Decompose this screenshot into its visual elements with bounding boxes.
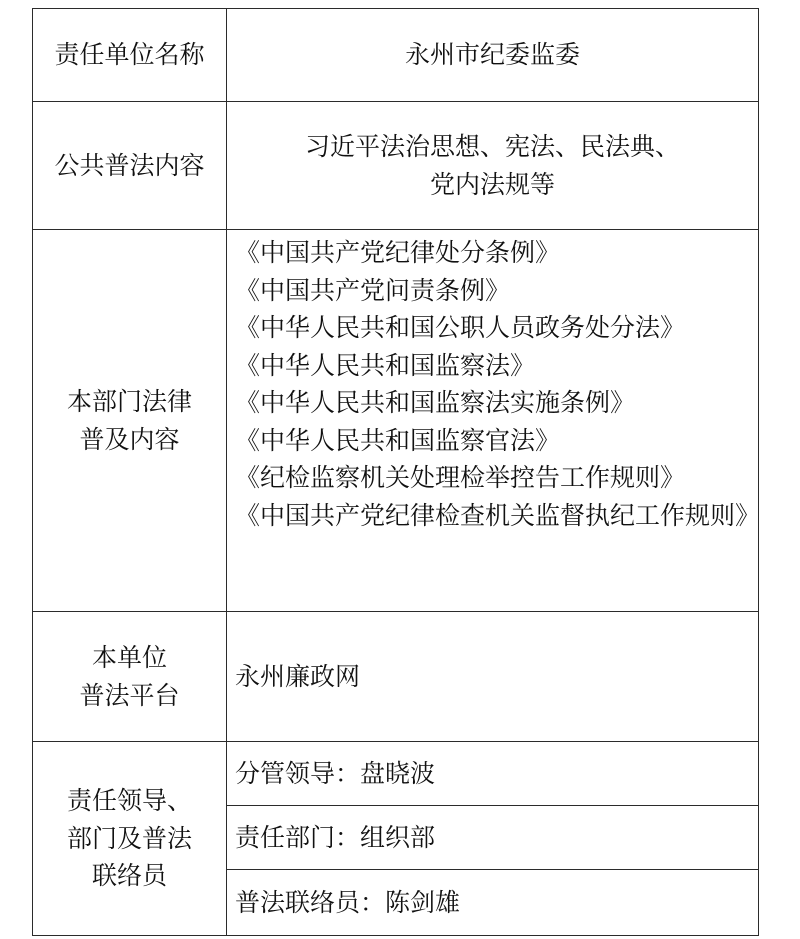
law-item: 《中华人民共和国公职人员政务处分法》 <box>235 313 686 342</box>
law-item: 《中华人民共和国监察法》 <box>235 350 536 380</box>
value-department <box>227 806 759 870</box>
law-item: 《中国共产党纪律处分条例》 <box>235 238 561 267</box>
row-responsible-leader <box>33 742 759 806</box>
law-item: 《纪检监察机关处理检举控告工作规则》 <box>235 463 686 492</box>
law-item: 《中国共产党纪律检查机关监督执纪工作规则》 <box>235 500 761 530</box>
value-leader <box>227 742 759 806</box>
law-item: 《中国共产党问责条例》 <box>235 275 511 305</box>
public-content-line-2: 党内法规等 <box>429 169 555 199</box>
label-unit-name-text: 责任单位名称 <box>54 40 205 70</box>
label-dept-content <box>33 230 227 612</box>
public-content-line-1: 习近平法治思想、宪法、民法典、 <box>304 132 680 161</box>
label-platform-line-2: 普法平台 <box>79 680 180 710</box>
label-dept-content-line-2: 普及内容 <box>79 424 180 454</box>
law-item: 《中华人民共和国监察官法》 <box>235 425 561 455</box>
value-leader-text: 分管领导：盘晓波 <box>235 758 436 788</box>
row-unit-name <box>33 9 759 102</box>
label-responsible-line-1: 责任领导、 <box>66 786 192 816</box>
row-public-content <box>33 102 759 230</box>
row-platform <box>33 612 759 742</box>
value-unit-name <box>227 9 759 102</box>
label-responsible-line-3: 联络员 <box>91 861 167 891</box>
value-platform <box>227 612 759 742</box>
value-platform-text: 永州廉政网 <box>235 661 361 691</box>
label-responsible <box>33 742 227 936</box>
row-dept-content <box>33 230 759 612</box>
law-item: 《中华人民共和国监察法实施条例》 <box>235 388 636 417</box>
value-dept-laws <box>227 230 759 612</box>
label-public-content <box>33 102 227 230</box>
label-platform-line-1: 本单位 <box>91 643 167 672</box>
value-department-text: 责任部门：组织部 <box>235 822 436 852</box>
value-liaison-text: 普法联络员：陈剑雄 <box>235 887 461 917</box>
label-platform <box>33 612 227 742</box>
value-public-content <box>227 102 759 230</box>
responsibility-table <box>32 8 759 936</box>
label-public-content-text: 公共普法内容 <box>54 150 205 180</box>
value-unit-name-text: 永州市纪委监委 <box>404 40 580 70</box>
label-responsible-line-2: 部门及普法 <box>66 823 192 853</box>
label-dept-content-line-1: 本部门法律 <box>66 387 192 416</box>
label-unit-name <box>33 9 227 102</box>
value-liaison <box>227 870 759 936</box>
